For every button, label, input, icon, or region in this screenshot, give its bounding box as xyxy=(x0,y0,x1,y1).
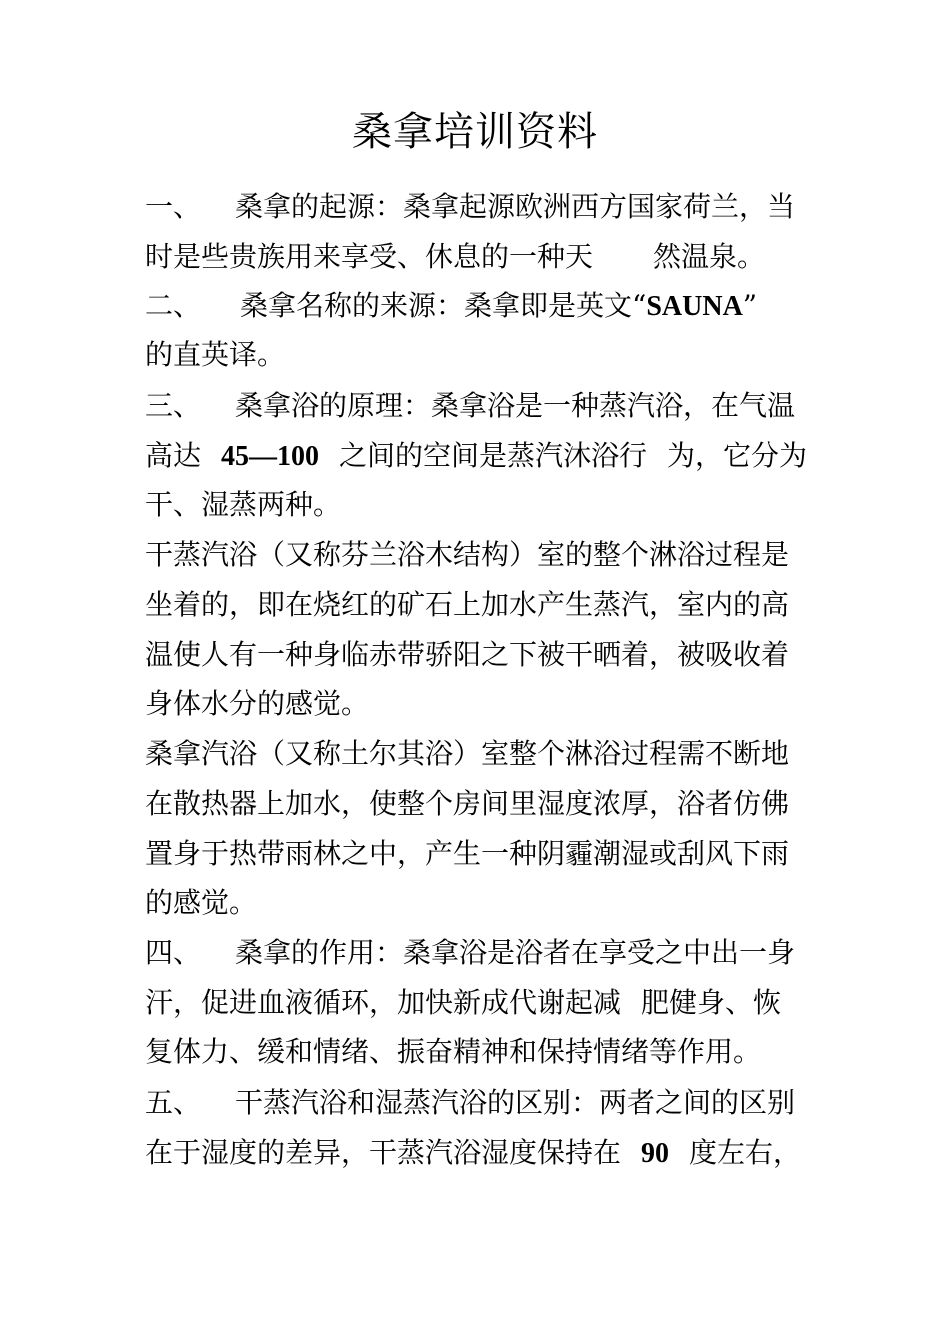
section-5-marker: 五、 xyxy=(145,1086,202,1119)
section-2-line-1 xyxy=(145,286,815,327)
section-1-text-2b: 然温泉。 xyxy=(653,240,766,273)
section-3-text-2a: 高达 xyxy=(145,439,202,472)
section-3-text-1: 桑拿浴的原理：桑拿浴是一种蒸汽浴，在气温 xyxy=(235,389,796,422)
section-2-sauna-word: SAUNA xyxy=(646,291,743,322)
section-3-text-2b: 之间的空间是蒸汽沐浴行 xyxy=(339,439,648,472)
section-4-text-1: 桑拿的作用：桑拿浴是浴者在享受之中出一身 xyxy=(235,936,796,969)
section-3-text-2c: 为，它分为 xyxy=(667,439,808,472)
section-3-marker: 三、 xyxy=(145,389,202,422)
section-5-text-2a: 在于湿度的差异，干蒸汽浴湿度保持在 xyxy=(145,1136,622,1169)
dry-sauna-line-2: 坐着的，即在烧红的矿石上加水产生蒸汽，室内的高 xyxy=(145,588,790,621)
section-4-marker: 四、 xyxy=(145,936,202,969)
section-4-text-2a: 汗，促进血液循环，加快新成代谢起减 xyxy=(145,986,622,1019)
steam-sauna-line-4: 的感觉。 xyxy=(145,886,258,919)
section-1-text-2a: 时是些贵族用来享受、休息的一种天 xyxy=(145,240,594,273)
section-3-text-3: 干、湿蒸两种。 xyxy=(145,488,342,521)
dry-sauna-line-1: 干蒸汽浴（又称芬兰浴木结构）室的整个淋浴过程是 xyxy=(145,538,790,571)
section-2-marker: 二、 xyxy=(145,289,202,322)
section-4-line-2 xyxy=(145,983,815,1023)
section-2-text-1b: ” xyxy=(742,289,758,322)
section-1-line-2 xyxy=(145,237,815,277)
document-title: 桑拿培训资料 xyxy=(352,109,598,155)
section-5-text-1: 干蒸汽浴和湿蒸汽浴的区别：两者之间的区别 xyxy=(235,1086,796,1119)
section-5-line-1 xyxy=(145,1083,815,1123)
dry-sauna-line-4: 身体水分的感觉。 xyxy=(145,687,370,720)
section-1-text-1: 桑拿的起源：桑拿起源欧洲西方国家荷兰，当 xyxy=(235,190,796,223)
section-4-line-1 xyxy=(145,933,815,973)
section-5-humidity-value: 90 xyxy=(641,1138,670,1169)
section-3-line-2 xyxy=(145,436,815,477)
section-4-text-3: 复体力、缓和情绪、振奋精神和保持情绪等作用。 xyxy=(145,1035,762,1068)
section-2-text-2: 的直英译。 xyxy=(145,338,286,371)
section-2-line-2 xyxy=(145,335,815,375)
section-1-line-1 xyxy=(145,187,815,227)
steam-sauna-line-1: 桑拿汽浴（又称土尔其浴）室整个淋浴过程需不断地 xyxy=(145,737,790,770)
section-5-line-2 xyxy=(145,1133,815,1174)
section-3-line-1 xyxy=(145,386,815,426)
section-3-line-3 xyxy=(145,485,815,525)
steam-sauna-line-2: 在散热器上加水，使整个房间里湿度浓厚，浴者仿佛 xyxy=(145,787,790,820)
section-3-temperature-range: 45—100 xyxy=(221,441,320,472)
steam-sauna-line-3: 置身于热带雨林之中，产生一种阴霾潮湿或刮风下雨 xyxy=(145,837,790,870)
section-1-marker: 一、 xyxy=(145,190,202,223)
dry-sauna-line-3: 温使人有一种身临赤带骄阳之下被干晒着，被吸收着 xyxy=(145,638,790,671)
section-5-text-2b: 度左右， xyxy=(689,1136,802,1169)
section-4-line-3 xyxy=(145,1032,815,1072)
section-4-text-2b: 肥健身、恢 xyxy=(641,986,782,1019)
section-2-text-1a: 桑拿名称的来源：桑拿即是英文“ xyxy=(240,289,647,322)
